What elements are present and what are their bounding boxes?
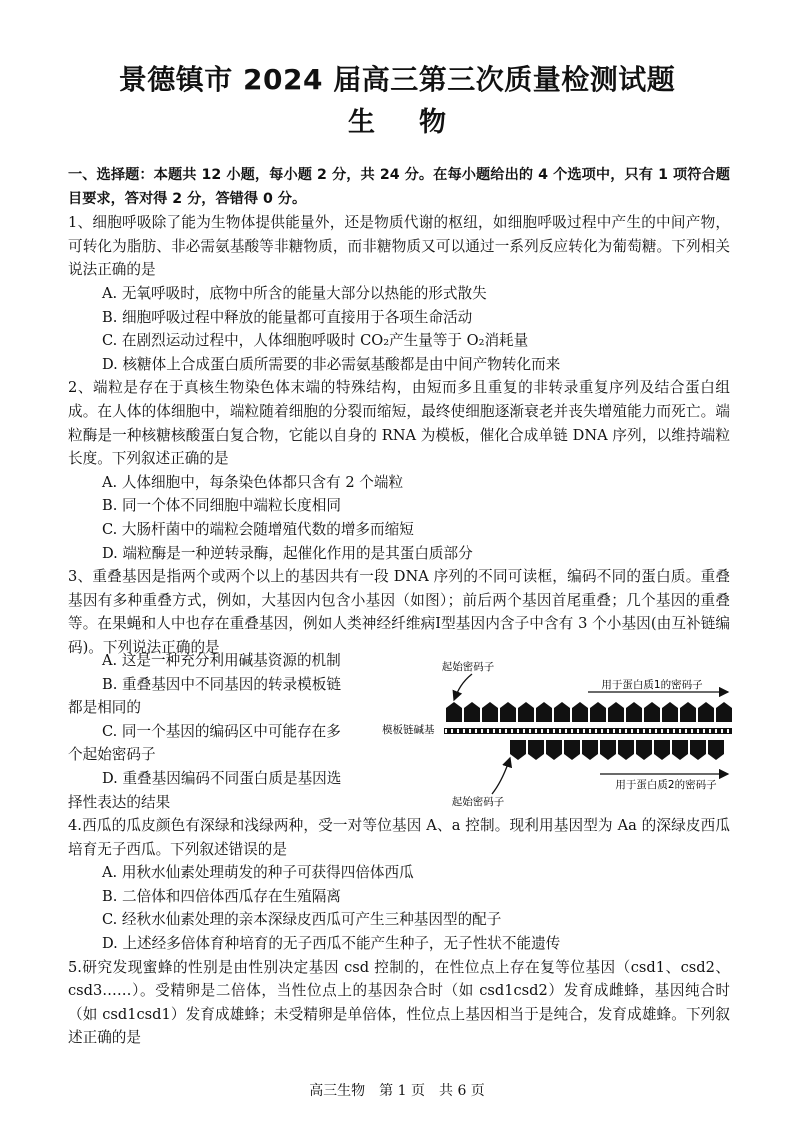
figure-protein1-label: 用于蛋白质1的密码子 xyxy=(601,679,703,691)
questions-upper xyxy=(68,164,730,659)
start-codon-top-arrow xyxy=(454,674,472,700)
codon-block xyxy=(708,740,724,760)
q3-option-d: D. 重叠基因编码不同蛋白质是基因选 xyxy=(102,769,342,787)
base-tick xyxy=(619,729,621,733)
section-intro: 一、选择题：本题共 12 小题，每小题 2 分，共 24 分。在每小题给出的 4 个选项中，只有 1 项符合题目要求，答对得 2 分，答错得 0 分。 xyxy=(68,167,730,207)
codon-block xyxy=(500,702,516,722)
codon-block xyxy=(600,740,616,760)
figure-protein2-label: 用于蛋白质2的密码子 xyxy=(615,779,717,791)
codon-block xyxy=(464,702,480,722)
codon-block xyxy=(518,702,534,722)
codon-block xyxy=(636,740,652,760)
base-tick xyxy=(649,729,651,733)
q4-option-c: C. 经秋水仙素处理的亲本深绿皮西瓜可产生三种基因型的配子 xyxy=(102,911,502,929)
base-tick xyxy=(637,729,639,733)
base-tick xyxy=(463,729,465,733)
codon-block xyxy=(510,740,526,760)
protein1-codon-row xyxy=(446,702,732,722)
base-tick xyxy=(613,729,615,733)
q2-option-d: D. 端粒酶是一种逆转录酶，起催化作用的是其蛋白质部分 xyxy=(102,544,473,562)
codon-block xyxy=(564,740,580,760)
base-tick xyxy=(445,729,447,733)
base-tick xyxy=(565,729,567,733)
base-tick xyxy=(535,729,537,733)
q2-option-a: A. 人体细胞中，每条染色体都只含有 2 个端粒 xyxy=(102,473,404,491)
figure-start-codon-top-label: 起始密码子 xyxy=(441,661,495,673)
codon-block xyxy=(482,702,498,722)
page-footer: 高三生物 第 1 页 共 6 页 xyxy=(309,1083,485,1099)
base-tick xyxy=(643,729,645,733)
base-tick xyxy=(499,729,501,733)
q3-option-d-cont: 择性表达的结果 xyxy=(68,793,171,811)
base-tick xyxy=(553,729,555,733)
questions-lower xyxy=(68,814,730,1050)
codon-block xyxy=(626,702,642,722)
base-tick xyxy=(691,729,693,733)
q3-option-b: B. 重叠基因中不同基因的转录模板链 xyxy=(102,675,341,693)
codon-block xyxy=(644,702,660,722)
codon-block xyxy=(716,702,732,722)
base-tick xyxy=(547,729,549,733)
codon-block xyxy=(528,740,544,760)
base-tick xyxy=(703,729,705,733)
subject-title: 生物 xyxy=(348,107,490,138)
q2-option-c: C. 大肠杆菌中的端粒会随增殖代数的增多而缩短 xyxy=(102,520,414,538)
figure-start-codon-bottom-label: 起始密码子 xyxy=(451,796,505,808)
base-tick xyxy=(541,729,543,733)
base-tick xyxy=(583,729,585,733)
base-tick xyxy=(721,729,723,733)
base-tick xyxy=(661,729,663,733)
codon-block xyxy=(680,702,696,722)
base-tick xyxy=(451,729,453,733)
base-tick xyxy=(595,729,597,733)
base-tick xyxy=(685,729,687,733)
codon-block xyxy=(554,702,570,722)
q1-option-c: C. 在剧烈运动过程中，人体细胞呼吸时 CO₂产生量等于 O₂消耗量 xyxy=(102,332,529,350)
codon-block xyxy=(672,740,688,760)
start-codon-bottom-arrow xyxy=(492,758,510,794)
base-tick xyxy=(709,729,711,733)
q3-stem: 3、重叠基因是指两个或两个以上的基因共有一段 DNA 序列的不同可读框，编码不同的蛋白质。重叠基因有多种重叠方式，例如，大基因内包含小基因（如图）；前后两个基因首尾重叠；几个基因的重叠等。在果蝇和人中也存在重叠基因，例如人类神经纤维病Ⅰ型基因内含子中含有 3 个小基因(由互补链编码)。下列说法正确的是 xyxy=(68,568,730,656)
base-tick xyxy=(607,729,609,733)
base-tick xyxy=(715,729,717,733)
base-tick xyxy=(625,729,627,733)
base-tick xyxy=(589,729,591,733)
base-tick xyxy=(457,729,459,733)
q2-stem: 2、端粒是存在于真核生物染色体末端的特殊结构，由短而多且重复的非转录重复序列及结合蛋白组成。在人体的体细胞中，端粒随着细胞的分裂而缩短，最终使细胞逐渐衰老并丧失增殖能力而死亡。端粒酶是一种核糖核酸蛋白复合物，它能以自身的 RNA 为模板，催化合成单链 DNA 序列，以维持端粒长度。下列叙述正确的是 xyxy=(68,379,730,468)
q1-option-d: D. 核糖体上合成蛋白质所需要的非必需氨基酸都是由中间产物转化而来 xyxy=(102,355,561,373)
base-tick xyxy=(679,729,681,733)
codon-block xyxy=(608,702,624,722)
codon-block xyxy=(618,740,634,760)
base-tick xyxy=(481,729,483,733)
base-tick xyxy=(505,729,507,733)
codon-block xyxy=(572,702,588,722)
q3-options xyxy=(68,649,398,814)
q2-option-b: B. 同一个体不同细胞中端粒长度相同 xyxy=(102,497,341,515)
q1-option-b: B. 细胞呼吸过程中释放的能量都可直接用于各项生命活动 xyxy=(102,308,473,326)
base-tick xyxy=(529,729,531,733)
figure-template-label: 模板链碱基 xyxy=(382,724,435,736)
base-tick xyxy=(631,729,633,733)
codon-block xyxy=(698,702,714,722)
q1-stem: 1、细胞呼吸除了能为生物体提供能量外，还是物质代谢的枢纽，如细胞呼吸过程中产生的中间产物，可转化为脂肪、非必需氨基酸等非糖物质，而非糖物质又可以通过一系列反应转化为葡萄糖。下列相关说法正确的是 xyxy=(68,214,730,279)
q3-option-c-cont: 个起始密码子 xyxy=(68,746,156,764)
q1-option-a: A. 无氧呼吸时，底物中所含的能量大部分以热能的形式散失 xyxy=(102,284,487,302)
overlapping-gene-figure xyxy=(382,658,734,808)
base-tick xyxy=(673,729,675,733)
q3-option-b-cont: 都是相同的 xyxy=(68,699,141,717)
base-tick xyxy=(475,729,477,733)
protein2-codon-row xyxy=(510,740,724,760)
codon-block xyxy=(662,702,678,722)
base-tick xyxy=(523,729,525,733)
base-tick xyxy=(493,729,495,733)
base-tick xyxy=(697,729,699,733)
base-tick xyxy=(577,729,579,733)
codon-block xyxy=(446,702,462,722)
q4-stem: 4.西瓜的瓜皮颜色有深绿和浅绿两种，受一对等位基因 A、a 控制。现利用基因型为 Aa 的深绿皮西瓜培育无子西瓜。下列叙述错误的是 xyxy=(68,817,730,858)
base-tick xyxy=(667,729,669,733)
base-tick xyxy=(571,729,573,733)
codon-block xyxy=(546,740,562,760)
q4-option-b: B. 二倍体和四倍体西瓜存在生殖隔离 xyxy=(102,887,341,905)
template-strand xyxy=(444,728,732,734)
q3-option-a: A. 这是一种充分利用碱基资源的机制 xyxy=(102,652,341,669)
codon-block xyxy=(654,740,670,760)
codon-block xyxy=(582,740,598,760)
base-tick xyxy=(517,729,519,733)
base-tick xyxy=(727,729,729,733)
codon-block xyxy=(690,740,706,760)
q5-stem: 5.研究发现蜜蜂的性别是由性别决定基因 csd 控制的，在性位点上存在复等位基因（csd1、csd2、csd3……）。受精卵是二倍体，当性位点上的基因杂合时（如 csd1csd2）发育成雌蜂，基因纯合时（如 csd1csd1）发育成雄蜂；未受精卵是单倍体，性位点上基因相当于是纯合，发育成雄蜂。下列叙述正确的是 xyxy=(68,958,730,1047)
base-tick xyxy=(601,729,603,733)
base-tick xyxy=(559,729,561,733)
exam-title: 景德镇市 2024 届高三第三次质量检测试题 xyxy=(118,63,676,96)
codon-block xyxy=(536,702,552,722)
q3-option-c: C. 同一个基因的编码区中可能存在多 xyxy=(102,722,341,740)
codon-block xyxy=(590,702,606,722)
q4-option-a: A. 用秋水仙素处理萌发的种子可获得四倍体西瓜 xyxy=(102,864,414,882)
base-tick xyxy=(655,729,657,733)
base-tick xyxy=(487,729,489,733)
base-tick xyxy=(469,729,471,733)
q4-option-d: D. 上述经多倍体育种培育的无子西瓜不能产生种子，无子性状不能遗传 xyxy=(102,934,561,952)
base-tick xyxy=(511,729,513,733)
